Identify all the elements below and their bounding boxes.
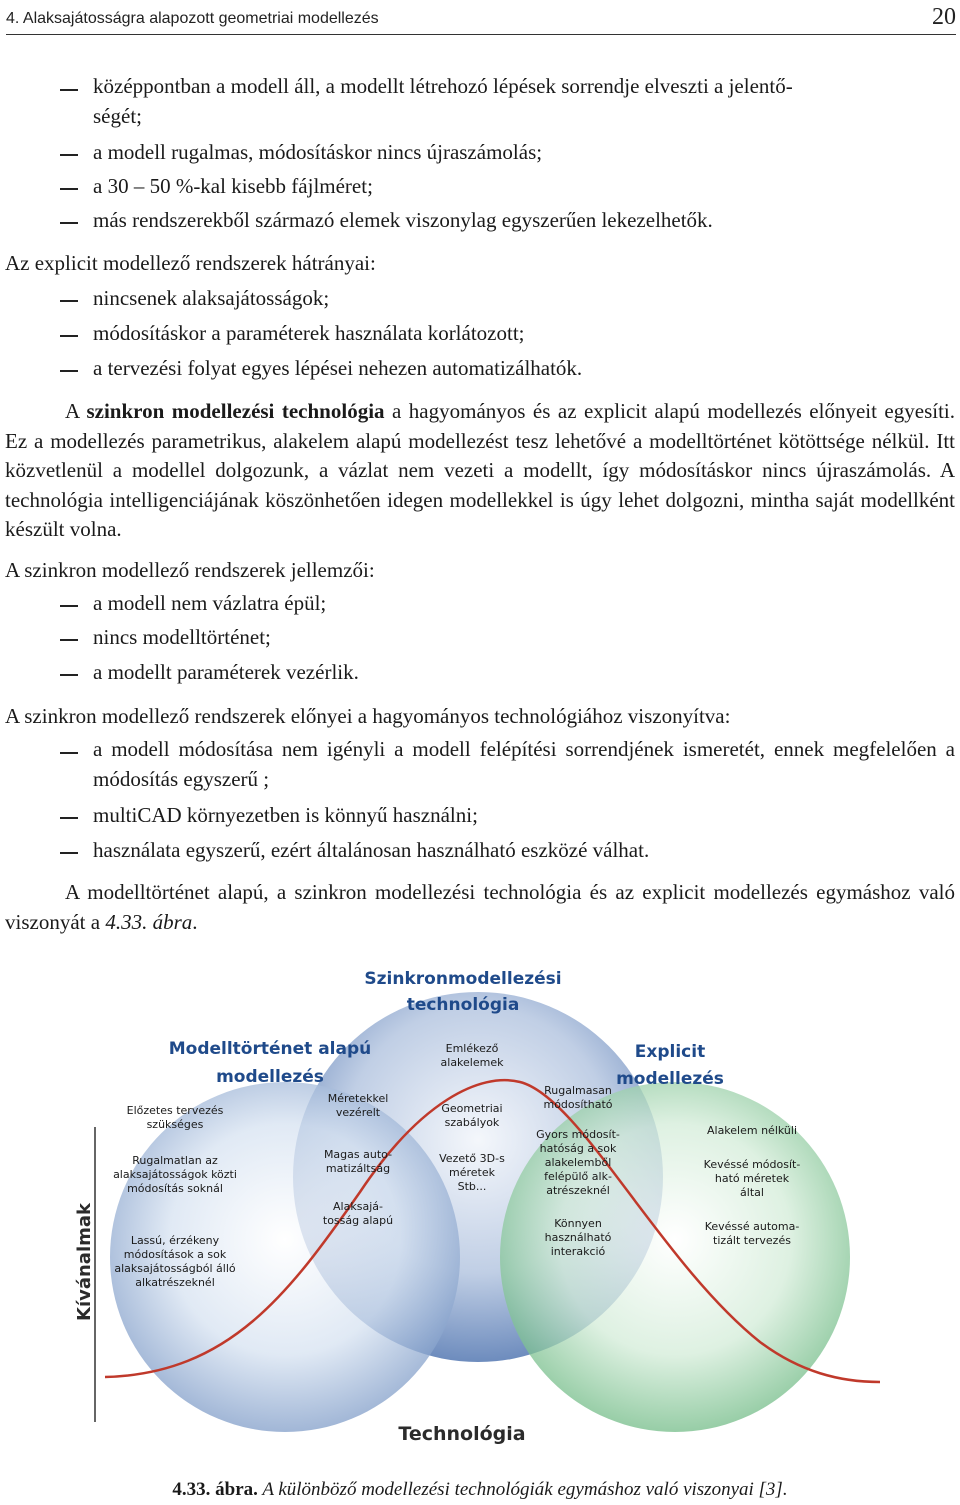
venn-diagram-figure — [60, 962, 900, 1462]
svg-text:modellezés: modellezés — [616, 1069, 724, 1089]
list-item: ségét; — [93, 104, 142, 128]
list-item: nincs modelltörténet; — [93, 625, 271, 649]
paragraph-relation: A modelltörténet alapú, a szinkron modellezési technológia és az explicit modellezés egymáshoz való viszonyát a 4.33. ábra. — [5, 880, 955, 934]
figure-item-text: vezérelt — [335, 1106, 381, 1119]
figure-item-text: módosítások a sok — [123, 1248, 227, 1261]
list-item: középpontban a modell áll, a modellt létrehozó lépések sorrendje elveszti a jelentő- — [93, 74, 793, 98]
bullet-dash — [60, 188, 78, 190]
figure-item-text: Rugalmasan — [544, 1084, 612, 1097]
list-item: multiCAD környezetben is könnyű használni; — [93, 803, 478, 827]
list-item: nincsenek alaksajátosságok; — [93, 286, 330, 310]
section-heading: A szinkron modellező rendszerek előnyei a hagyományos technológiához viszonyítva: — [5, 704, 731, 728]
bullet-dash — [60, 674, 78, 676]
figure-item-text: alaksajátosságok közti — [113, 1168, 237, 1181]
list-item: használata egyszerű, ezért általánosan használható eszközé válhat. — [93, 838, 650, 862]
y-axis-label: Kívánalmak — [74, 1202, 95, 1322]
figure-item-text: Magas auto- — [323, 1148, 393, 1161]
figure-item-text: tosság alapú — [322, 1214, 394, 1227]
figure-item-text: felépülő alk- — [544, 1170, 612, 1183]
figure-item-text: Alaksajá- — [333, 1200, 383, 1213]
figure-item-text: hatóság a sok — [539, 1142, 617, 1155]
right-title — [616, 1042, 724, 1089]
bullet-dash — [60, 222, 78, 224]
figure-item-text: Lassú, érzékeny — [130, 1234, 220, 1247]
figure-item-text: Előzetes tervezés — [126, 1104, 224, 1117]
figure-item-text: alaksajátosságból álló — [114, 1262, 236, 1275]
figure-item-text: által — [740, 1186, 764, 1199]
svg-text:Modelltörténet alapú: Modelltörténet alapú — [168, 1039, 372, 1059]
figure-item-text: méretek — [449, 1166, 495, 1179]
list-item: módosításkor a paraméterek használata korlátozott; — [93, 321, 525, 345]
section-heading: Az explicit modellező rendszerek hátrányai: — [5, 251, 376, 275]
bullet-dash — [60, 605, 78, 607]
figure-item-text: interakció — [550, 1245, 606, 1258]
x-axis-label: Technológia — [398, 1423, 526, 1445]
bullet-dash — [60, 335, 78, 337]
bullet-dash — [60, 817, 78, 819]
figure-item-text: szabályok — [444, 1116, 500, 1129]
figure-item-text: atrészeknél — [546, 1184, 610, 1197]
bullet-dash — [60, 639, 78, 641]
figure-item-text: használható — [544, 1231, 612, 1244]
figure-item-text: Emlékező — [445, 1042, 499, 1055]
figure-item-text: Könnyen — [554, 1217, 602, 1230]
figure-item-text: matizáltság — [325, 1162, 391, 1175]
figure-item-text: ható méretek — [714, 1172, 790, 1185]
list-item: a modell rugalmas, módosításkor nincs újraszámolás; — [93, 140, 543, 164]
figure-reference: 4.33. ábra — [105, 909, 193, 934]
list-item: a 30 – 50 %-kal kisebb fájlméret; — [93, 174, 373, 198]
page-header — [6, 6, 956, 35]
svg-text:technológia: technológia — [406, 995, 520, 1015]
bold-term: szinkron modellezési technológia — [86, 399, 385, 423]
list-item: a modell módosítása nem igényli a modell felépítési sorrendjének ismeretét, ennek megfelelően a módosítás egyszerű ; — [93, 737, 955, 791]
figure-item-text: Rugalmatlan az — [132, 1154, 218, 1167]
section-heading: A szinkron modellező rendszerek jellemzői: — [5, 558, 375, 582]
caption-number: 4.33. ábra. — [172, 1479, 258, 1500]
figure-item-text: Vezető 3D-s — [439, 1152, 505, 1165]
figure-item-text: módosítható — [543, 1098, 613, 1111]
svg-text:Explicit: Explicit — [634, 1042, 706, 1062]
caption-text: A különböző modellezési technológiák egymáshoz való viszonyai [3]. — [257, 1479, 788, 1500]
bullet-dash — [60, 752, 78, 754]
figure-item-text: Méretekkel — [327, 1092, 389, 1105]
figure-item-text: szükséges — [146, 1118, 204, 1131]
figure-item-text: tizált tervezés — [713, 1234, 791, 1247]
figure-item-text: Alakelem nélküli — [706, 1124, 798, 1137]
figure-item-text: Kevéssé módosít- — [703, 1158, 801, 1171]
bullet-dash — [60, 370, 78, 372]
list-item: a modell nem vázlatra épül; — [93, 591, 327, 615]
figure-caption — [0, 1478, 960, 1502]
bullet-dash — [60, 852, 78, 854]
figure-item-text: Kevéssé automa- — [704, 1220, 800, 1233]
figure-item-text: Stb... — [457, 1180, 487, 1193]
figure-item-text: alakelemek — [440, 1056, 504, 1069]
figure-item-text: alakelemből — [544, 1156, 612, 1169]
figure-item-text: Geometriai — [441, 1102, 503, 1115]
paragraph-sync: A szinkron modellezési technológia a hagyományos és az explicit alapú modellezés előnyeit egyesíti. Ez a modellezés parametrikus, alakelem alapú modellezést tesz lehetővé a modelltörténet kötöttsége nélkül. Itt közvetlenül a modellel dolgozunk, a vázlat nem vezeti a modellt, így módosításkor nincs újraszámolás. A technológia intelligenciájának köszönhetően idegen modellekkel is úgy lehet dolgozni, mintha saját modellként készült volna. — [5, 399, 955, 541]
figure-item-text: alkatrészeknél — [135, 1276, 215, 1289]
page-number: 20 — [932, 4, 956, 30]
list-item: más rendszerekből származó elemek viszonylag egyszerűen lekezelhetők. — [93, 208, 713, 232]
bullet-dash — [60, 89, 78, 91]
chapter-title: 4. Alaksajátosságra alapozott geometriai modellezés — [6, 10, 379, 27]
bullet-dash — [60, 300, 78, 302]
bullet-dash — [60, 154, 78, 156]
svg-text:modellezés: modellezés — [216, 1067, 324, 1087]
list-item: a tervezési folyat egyes lépései nehezen automatizálhatók. — [93, 356, 583, 380]
figure-item-text: módosítás soknál — [127, 1182, 223, 1195]
figure-item-text: Gyors módosít- — [536, 1128, 620, 1141]
svg-text:Szinkronmodellezési: Szinkronmodellezési — [364, 969, 562, 989]
list-item: a modellt paraméterek vezérlik. — [93, 660, 359, 684]
